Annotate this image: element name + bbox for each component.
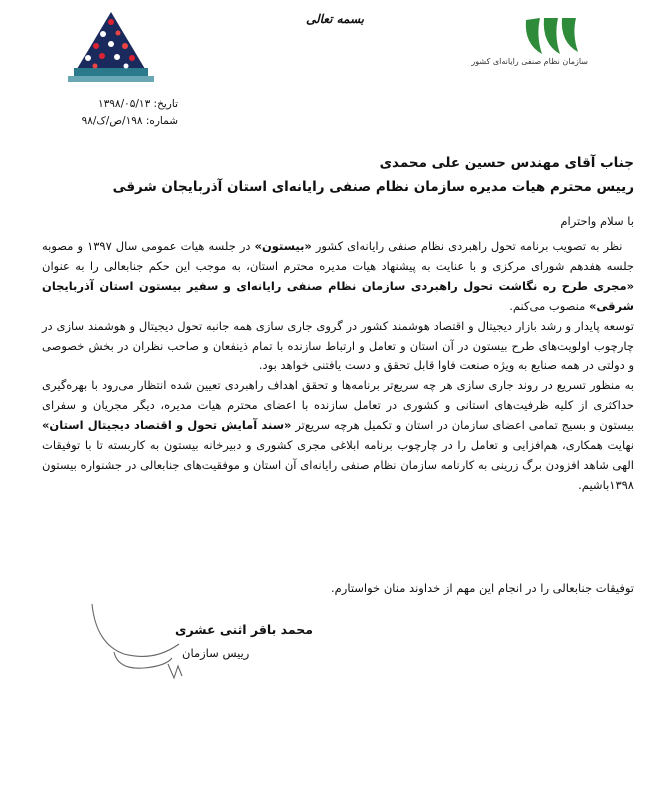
- recipient-block: [74, 151, 634, 199]
- letter-body: [42, 237, 634, 496]
- letter-number: شماره: ۱۹۸/ص/ک/۹۸: [81, 115, 178, 127]
- paragraph-development: توسعه پایدار و رشد بازار دیجیتال و اقتصاد هوشمند کشور در گروی جاری سازی همه جانبه تحول دیجیتال و هوشمند سازی در چارچوب اولویت‌های طرح بیستون در آن استان و تعامل و ارتباط سازنده با تمام ذینفعان و صاحب نظران در بخش خصوصی و دولتی در همه صنایع به ویژه صنعت فاوا قابل تحقق و دست یافتنی خواهد بود.: [42, 318, 634, 373]
- letter-date: تاریخ: ۱۳۹۸/۰۵/۱۳: [98, 98, 178, 110]
- paragraph-text: منصوب می‌کنم.: [509, 298, 589, 313]
- organization-name: سازمان نظام صنفی رایانه‌ای کشور: [471, 57, 588, 66]
- closing-line: توفیقات جنابعالی را در انجام این مهم از خداوند منان خواستارم.: [330, 581, 634, 595]
- appointment-role: «مجری طرح ره نگاشت تحول راهبردی سازمان نظام صنفی رایانه‌ای و سفیر بیستون استان آذربایجان شرقی»: [42, 278, 634, 313]
- paragraph-text: در جلسه هیات عمومی سال ۱۳۹۷ و مصوبه جلسه هفدهم شورای مرکزی و با عنایت به پیشنهاد هیات مدیره محترم استان، به موجب این حکم جنابعالی را به عنوان: [42, 239, 634, 273]
- basmala: بسمه تعالی: [305, 12, 365, 26]
- paragraph-text: نهایت همکاری، هم‌افزایی و تعامل را در چارچوب برنامه ابلاغی مجری کشوری و دبیرخانه بیستون به کاربسته تا با توفیقات الهی شاهد افزودن برگ زرینی به کارنامه سازمان نظام صنفی رایانه‌ای آن استان و موفقیت‌های جنابعالی در جشنواره بیستون ۱۳۹۸باشیم.: [42, 438, 634, 492]
- organization-logo-icon: [522, 14, 582, 58]
- paragraph-expectations: [42, 376, 634, 495]
- signer-name: محمد باقر اثنی عشری: [175, 622, 313, 637]
- greeting: با سلام واحترام: [560, 214, 634, 228]
- paragraph-text: به منظور تسریع در روند جاری سازی هر چه سریع‌تر برنامه‌ها و تحقق اهداف راهبردی تعیین شده انتظار می‌رود با بهره‌گیری حداکثری از کلیه ظرفیت‌های استانی و کشوری در تعامل سازنده با اعضای محترم هیات مدیره، دیگر مجریان و سفرای بیستون و بسیج تمامی اعضای سازمان در استان و تکمیل هرچه سریع‌تر: [42, 378, 634, 433]
- recipient-name: جناب آقای مهندس حسین علی محمدی: [379, 155, 634, 171]
- paragraph-appointment: [42, 237, 634, 317]
- letter-meta: [68, 96, 178, 130]
- paragraph-text: نظر به تصویب برنامه تحول راهبردی نظام صنفی رایانه‌ای کشور: [311, 239, 623, 253]
- program-name: «بیستون»: [254, 239, 312, 253]
- document-name: «سند آمایش تحول و اقتصاد دیجیتال استان»: [42, 418, 292, 433]
- bistoon-emblem-icon: [68, 8, 154, 88]
- signer-title: رییس سازمان: [182, 646, 250, 660]
- recipient-title: رییس محترم هیات مدیره سازمان نظام صنفی رایانه‌ای استان آذربایجان شرقی: [112, 179, 634, 195]
